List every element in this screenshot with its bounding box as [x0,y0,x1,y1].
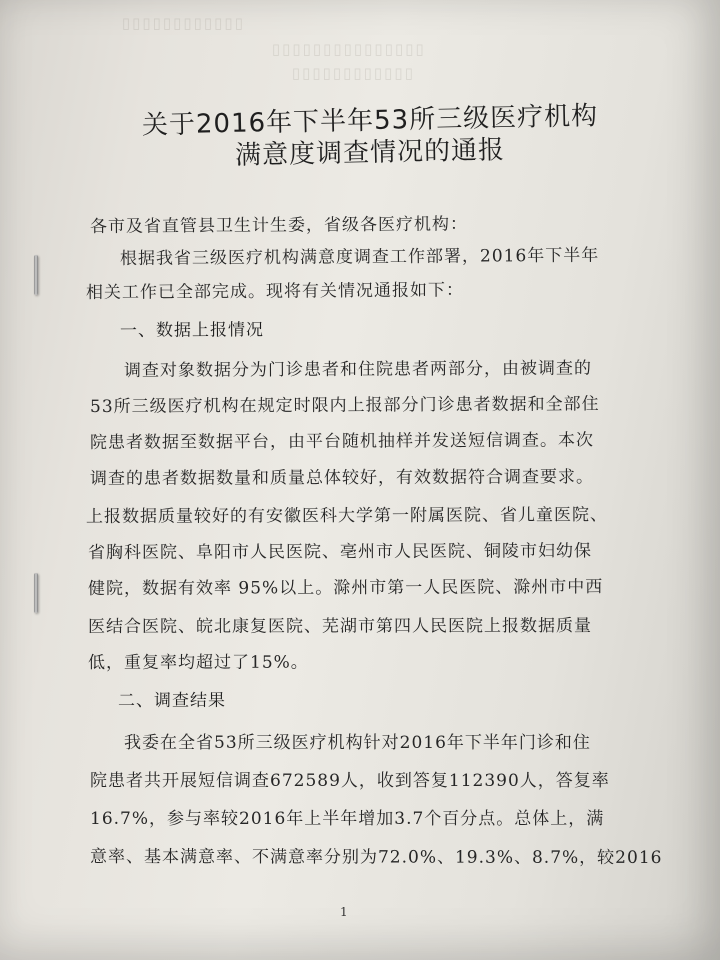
paragraph-line: 意率、基本满意率、不满意率分别为72.0%、19.3%、8.7%，较2016 [89,847,663,868]
paragraph-line: 健院，数据有效率 95%以上。滁州市第一人民医院、滁州市中西 [87,577,604,599]
bleed-through-text: ▯▯▯▯▯▯▯▯▯▯▯▯▯▯▯ [270,40,424,58]
staple-bottom [34,573,38,613]
section-heading-survey-results: 二、调查结果 [117,690,227,711]
page-number: 1 [340,905,348,919]
bleed-through-text: ▯▯▯▯▯▯▯▯▯▯▯▯ [290,64,414,82]
paragraph-line: 院患者共开展短信调查672589人，收到答复112390人，答复率 [90,771,610,791]
paragraph-line: 调查对象数据分为门诊患者和住院患者两部分，由被调查的 [123,358,593,381]
paragraph-line: 上报数据质量较好的有安徽医科大学第一附属医院、省儿童医院、 [85,505,609,527]
paragraph-line: 低，重复率均超过了15%。 [87,652,309,673]
intro-line: 根据我省三级医疗机构满意度调查工作部署，2016年下半年 [119,245,600,269]
paragraph-line: 医结合医院、皖北康复医院、芜湖市第四人民医院上报数据质量 [87,616,593,637]
paragraph-line: 调查的患者数据数量和质量总体较好，有效数据符合调查要求。 [89,467,595,489]
paragraph-line: 院患者数据至数据平台，由平台随机抽样并发送短信调查。本次 [89,430,595,453]
document-title-line2: 满意度调查情况的通报 [234,135,506,171]
paragraph-line: 我委在全省53所三级医疗机构针对2016年下半年门诊和住 [124,733,591,753]
bleed-through-text: ▯▯▯▯▯▯▯▯▯▯▯▯ [120,14,244,32]
intro-line: 相关工作已全部完成。现将有关情况通报如下： [85,280,465,303]
salutation: 各市及省直管县卫生计生委，省级各医疗机构： [89,214,469,237]
staple-top [34,255,38,295]
paragraph-line: 省胸科医院、阜阳市人民医院、亳州市人民医院、铜陵市妇幼保 [87,541,593,563]
paragraph-line: 16.7%，参与率较2016年上半年增加3.7个百分点。总体上，满 [90,809,605,829]
document-title-line1: 关于2016年下半年53所三级医疗机构 [141,101,599,141]
paragraph-line: 53所三级医疗机构在规定时限内上报部分门诊患者数据和全部住 [89,394,600,417]
section-heading-data-reporting: 一、数据上报情况 [119,320,265,341]
